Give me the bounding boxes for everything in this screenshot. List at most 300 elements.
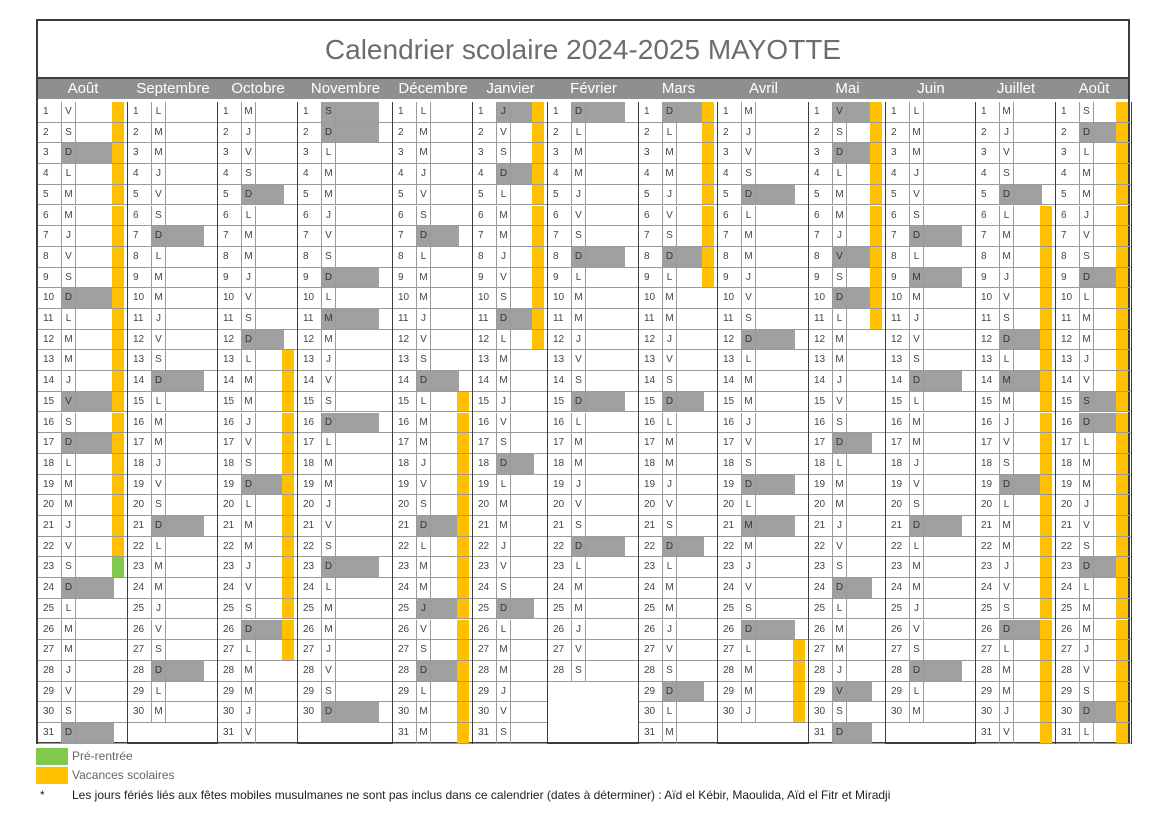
day-cell <box>1056 164 1131 185</box>
day-cell <box>1056 185 1131 206</box>
vacation-marker <box>112 454 124 474</box>
weekday-letter: V <box>242 433 256 453</box>
weekday-letter: L <box>663 557 677 577</box>
weekday-letter: D <box>1080 268 1094 288</box>
day-cell <box>639 164 717 185</box>
day-cell <box>298 620 392 641</box>
day-cell <box>886 475 975 496</box>
weekday-letter: M <box>663 723 677 743</box>
day-cell <box>473 371 547 392</box>
weekday-letter: M <box>1000 537 1014 557</box>
day-cell <box>393 206 472 227</box>
day-cell <box>886 309 975 330</box>
month-header: Mai <box>835 80 860 97</box>
month-column <box>298 102 393 744</box>
weekday-letter: S <box>742 309 756 329</box>
day-cell <box>976 288 1055 309</box>
weekday-letter: M <box>152 288 166 308</box>
day-number: 29 <box>976 682 1000 702</box>
day-cell <box>298 661 392 682</box>
day-number: 15 <box>548 392 572 412</box>
day-cell <box>809 495 885 516</box>
day-number: 2 <box>473 123 497 143</box>
day-number: 9 <box>473 268 497 288</box>
day-number: 3 <box>886 143 910 163</box>
day-number: 24 <box>718 578 742 598</box>
day-number: 29 <box>473 682 497 702</box>
day-cell <box>809 537 885 558</box>
day-cell <box>128 102 217 123</box>
day-number: 6 <box>976 206 1000 226</box>
weekday-letter: D <box>322 557 336 577</box>
day-number: 22 <box>218 537 242 557</box>
weekday-letter: V <box>1080 661 1094 681</box>
day-number: 21 <box>976 516 1000 536</box>
weekday-letter: L <box>1080 578 1094 598</box>
day-cell <box>809 102 885 123</box>
day-number: 11 <box>1056 309 1080 329</box>
day-cell <box>393 247 472 268</box>
vacation-marker <box>282 350 294 370</box>
non-working-day-fill <box>431 661 459 681</box>
weekday-letter: S <box>910 206 924 226</box>
weekday-letter: S <box>663 226 677 246</box>
day-number: 17 <box>1056 433 1080 453</box>
vacation-marker <box>702 164 714 184</box>
day-number: 8 <box>548 247 572 267</box>
weekday-letter: J <box>910 164 924 184</box>
day-number: 6 <box>639 206 663 226</box>
weekday-letter: D <box>152 516 166 536</box>
day-cell <box>38 413 127 434</box>
vacation-marker <box>1116 185 1128 205</box>
weekday-letter: M <box>833 640 847 660</box>
weekday-letter: L <box>62 454 76 474</box>
vacation-marker <box>112 164 124 184</box>
non-working-day-fill <box>336 309 379 329</box>
day-cell <box>976 143 1055 164</box>
day-number: 5 <box>718 185 742 205</box>
weekday-letter: V <box>322 226 336 246</box>
vacation-marker <box>282 599 294 619</box>
weekday-letter: L <box>242 495 256 515</box>
weekday-letter: M <box>497 640 511 660</box>
day-cell <box>393 454 472 475</box>
day-cell <box>298 164 392 185</box>
vacation-marker <box>1040 413 1052 433</box>
day-cell <box>809 661 885 682</box>
non-working-day-fill <box>924 226 962 246</box>
day-cell <box>548 475 638 496</box>
weekday-letter: S <box>572 226 586 246</box>
day-cell <box>639 702 717 723</box>
weekday-letter: M <box>1080 599 1094 619</box>
non-working-day-fill <box>847 247 872 267</box>
day-number: 22 <box>298 537 322 557</box>
weekday-letter: J <box>572 185 586 205</box>
day-number: 13 <box>298 350 322 370</box>
non-working-day-fill <box>166 516 204 536</box>
weekday-letter: S <box>910 495 924 515</box>
page-title: Calendrier scolaire 2024-2025 MAYOTTE <box>38 21 1128 79</box>
weekday-letter: S <box>322 682 336 702</box>
day-number: 1 <box>639 102 663 122</box>
day-cell <box>38 185 127 206</box>
weekday-letter: M <box>62 495 76 515</box>
day-cell <box>128 247 217 268</box>
day-number: 14 <box>976 371 1000 391</box>
day-cell <box>886 143 975 164</box>
day-number: 26 <box>393 620 417 640</box>
day-cell <box>548 247 638 268</box>
day-cell <box>128 557 217 578</box>
day-number: 30 <box>1056 702 1080 722</box>
day-number: 31 <box>38 723 62 743</box>
day-number: 30 <box>393 702 417 722</box>
weekday-letter: S <box>663 371 677 391</box>
day-number: 25 <box>886 599 910 619</box>
day-number: 17 <box>298 433 322 453</box>
weekday-letter: J <box>663 475 677 495</box>
day-cell <box>718 433 808 454</box>
day-number: 12 <box>473 330 497 350</box>
weekday-letter: L <box>242 640 256 660</box>
day-cell <box>809 309 885 330</box>
day-number: 17 <box>718 433 742 453</box>
weekday-letter: V <box>663 495 677 515</box>
vacation-marker <box>532 102 544 122</box>
weekday-letter: L <box>417 682 431 702</box>
day-cell <box>128 143 217 164</box>
vacation-marker <box>1040 309 1052 329</box>
day-number: 28 <box>886 661 910 681</box>
day-cell <box>718 599 808 620</box>
day-number: 12 <box>976 330 1000 350</box>
day-cell <box>298 247 392 268</box>
day-cell <box>473 350 547 371</box>
month-header: Novembre <box>310 80 381 97</box>
vacation-marker <box>1116 288 1128 308</box>
vacation-marker <box>1040 578 1052 598</box>
weekday-letter: J <box>910 599 924 619</box>
day-cell <box>976 537 1055 558</box>
day-number: 14 <box>639 371 663 391</box>
non-working-day-fill <box>1094 123 1118 143</box>
day-number: 7 <box>639 226 663 246</box>
day-cell <box>298 185 392 206</box>
day-cell <box>1056 537 1131 558</box>
month-column <box>718 102 809 744</box>
day-cell <box>639 516 717 537</box>
day-number: 14 <box>809 371 833 391</box>
vacation-marker <box>282 454 294 474</box>
day-cell <box>218 433 297 454</box>
vacation-marker <box>112 516 124 536</box>
day-cell <box>128 578 217 599</box>
day-cell <box>976 350 1055 371</box>
vacation-marker <box>457 599 469 619</box>
day-number: 29 <box>218 682 242 702</box>
day-cell <box>886 516 975 537</box>
day-cell <box>128 268 217 289</box>
weekday-letter: D <box>242 330 256 350</box>
day-number: 19 <box>548 475 572 495</box>
day-number: 18 <box>128 454 152 474</box>
day-number: 6 <box>218 206 242 226</box>
day-cell <box>218 620 297 641</box>
day-number: 31 <box>809 723 833 743</box>
day-number: 31 <box>1056 723 1080 743</box>
weekday-letter: M <box>572 599 586 619</box>
day-number: 20 <box>809 495 833 515</box>
non-working-day-fill <box>1014 185 1042 205</box>
day-number: 18 <box>393 454 417 474</box>
month-header: Janvier <box>486 80 535 97</box>
weekday-letter: D <box>910 371 924 391</box>
day-number: 3 <box>718 143 742 163</box>
weekday-letter: M <box>742 102 756 122</box>
day-cell <box>298 330 392 351</box>
day-cell <box>718 723 808 744</box>
day-number: 24 <box>128 578 152 598</box>
day-cell <box>38 268 127 289</box>
weekday-letter: J <box>1080 206 1094 226</box>
weekday-letter: J <box>1080 495 1094 515</box>
day-cell <box>548 330 638 351</box>
day-number: 29 <box>639 682 663 702</box>
day-cell <box>298 102 392 123</box>
day-number: 16 <box>718 413 742 433</box>
weekday-letter: D <box>910 661 924 681</box>
day-number: 10 <box>393 288 417 308</box>
vacation-marker <box>1116 413 1128 433</box>
day-cell <box>718 702 808 723</box>
weekday-letter: J <box>497 102 511 122</box>
day-cell <box>298 309 392 330</box>
vacation-marker <box>793 682 805 702</box>
vacation-marker <box>457 578 469 598</box>
weekday-letter: M <box>910 123 924 143</box>
weekday-letter: D <box>833 433 847 453</box>
calendar-grid <box>38 102 1128 744</box>
day-number: 27 <box>976 640 1000 660</box>
weekday-letter: V <box>833 247 847 267</box>
day-cell <box>1056 599 1131 620</box>
weekday-letter: D <box>152 371 166 391</box>
vacation-marker <box>112 537 124 557</box>
day-cell <box>128 640 217 661</box>
day-cell <box>976 578 1055 599</box>
day-cell <box>639 661 717 682</box>
month-column <box>976 102 1056 744</box>
day-number: 30 <box>128 702 152 722</box>
vacation-marker <box>1116 557 1128 577</box>
day-cell <box>393 557 472 578</box>
day-number: 23 <box>473 557 497 577</box>
day-cell <box>218 537 297 558</box>
day-number: 3 <box>393 143 417 163</box>
non-working-day-fill <box>924 516 962 536</box>
weekday-letter: M <box>242 392 256 412</box>
weekday-letter: L <box>152 392 166 412</box>
weekday-letter: D <box>242 620 256 640</box>
day-cell <box>393 516 472 537</box>
day-number: 20 <box>38 495 62 515</box>
weekday-letter: M <box>1000 516 1014 536</box>
non-working-day-fill <box>1014 620 1042 640</box>
weekday-letter: L <box>242 206 256 226</box>
day-cell <box>128 371 217 392</box>
day-cell <box>976 413 1055 434</box>
weekday-letter: J <box>833 226 847 246</box>
weekday-letter: M <box>910 578 924 598</box>
day-number: 3 <box>298 143 322 163</box>
day-number: 25 <box>298 599 322 619</box>
weekday-letter: S <box>742 599 756 619</box>
weekday-letter: M <box>152 557 166 577</box>
day-number: 15 <box>976 392 1000 412</box>
day-number: 27 <box>473 640 497 660</box>
weekday-letter: D <box>242 475 256 495</box>
prerentree-legend-swatch <box>36 748 68 765</box>
non-working-day-fill <box>1094 557 1118 577</box>
day-number: 1 <box>886 102 910 122</box>
day-number: 6 <box>473 206 497 226</box>
day-cell <box>1056 247 1131 268</box>
day-cell <box>886 268 975 289</box>
vacation-marker <box>282 413 294 433</box>
weekday-letter: M <box>1000 247 1014 267</box>
weekday-letter: J <box>742 557 756 577</box>
day-number: 30 <box>718 702 742 722</box>
day-number: 4 <box>298 164 322 184</box>
day-number: 27 <box>1056 640 1080 660</box>
day-number: 12 <box>218 330 242 350</box>
day-cell <box>393 620 472 641</box>
vacation-marker <box>112 433 124 453</box>
day-cell <box>886 350 975 371</box>
weekday-letter: L <box>242 350 256 370</box>
weekday-letter: D <box>1000 330 1014 350</box>
weekday-letter: S <box>322 392 336 412</box>
day-number: 26 <box>639 620 663 640</box>
day-number: 11 <box>473 309 497 329</box>
day-cell <box>128 682 217 703</box>
weekday-letter: M <box>322 309 336 329</box>
day-number: 14 <box>128 371 152 391</box>
day-cell <box>886 164 975 185</box>
day-cell <box>809 723 885 744</box>
day-cell <box>38 702 127 723</box>
non-working-day-fill <box>1014 371 1042 391</box>
day-number: 30 <box>976 702 1000 722</box>
day-cell <box>1056 578 1131 599</box>
day-number: 1 <box>718 102 742 122</box>
day-cell <box>1056 268 1131 289</box>
day-number: 21 <box>809 516 833 536</box>
day-cell <box>809 640 885 661</box>
day-number: 19 <box>128 475 152 495</box>
day-number: 21 <box>1056 516 1080 536</box>
day-cell <box>1056 206 1131 227</box>
day-number: 31 <box>218 723 242 743</box>
weekday-letter: D <box>322 268 336 288</box>
vacation-marker <box>870 123 882 143</box>
day-number: 29 <box>886 682 910 702</box>
vacation-marker <box>112 371 124 391</box>
weekday-letter: M <box>1080 309 1094 329</box>
day-number: 23 <box>1056 557 1080 577</box>
vacation-marker <box>1116 620 1128 640</box>
weekday-letter: L <box>152 102 166 122</box>
day-number: 29 <box>298 682 322 702</box>
day-cell <box>548 350 638 371</box>
day-number: 28 <box>809 661 833 681</box>
weekday-letter: D <box>497 599 511 619</box>
weekday-letter: J <box>242 268 256 288</box>
weekday-letter: M <box>1000 661 1014 681</box>
weekday-letter: S <box>62 702 76 722</box>
day-number: 15 <box>128 392 152 412</box>
day-cell <box>1056 102 1131 123</box>
weekday-letter: S <box>497 433 511 453</box>
day-cell <box>548 723 638 744</box>
weekday-letter: D <box>572 537 586 557</box>
non-working-day-fill <box>1014 475 1042 495</box>
weekday-letter: S <box>1080 102 1094 122</box>
weekday-letter: J <box>1000 123 1014 143</box>
day-cell <box>38 640 127 661</box>
month-column <box>393 102 473 744</box>
day-number: 26 <box>473 620 497 640</box>
weekday-letter: S <box>1000 599 1014 619</box>
day-cell <box>548 620 638 641</box>
day-number: 5 <box>38 185 62 205</box>
day-number: 4 <box>218 164 242 184</box>
day-number: 3 <box>639 143 663 163</box>
weekday-letter: S <box>833 268 847 288</box>
day-number: 22 <box>976 537 1000 557</box>
weekday-letter: L <box>497 475 511 495</box>
day-number: 15 <box>718 392 742 412</box>
day-cell <box>639 578 717 599</box>
weekday-letter: M <box>152 702 166 722</box>
weekday-letter: D <box>322 702 336 722</box>
non-working-day-fill <box>847 578 872 598</box>
day-number: 17 <box>886 433 910 453</box>
day-cell <box>393 143 472 164</box>
vacation-marker <box>112 413 124 433</box>
weekday-letter: S <box>62 557 76 577</box>
weekday-letter: J <box>242 413 256 433</box>
day-cell <box>38 599 127 620</box>
day-number: 5 <box>886 185 910 205</box>
weekday-letter: V <box>1000 288 1014 308</box>
day-number: 10 <box>473 288 497 308</box>
weekday-letter: S <box>572 371 586 391</box>
non-working-day-fill <box>431 226 459 246</box>
day-number: 28 <box>128 661 152 681</box>
day-cell <box>298 288 392 309</box>
day-cell <box>718 371 808 392</box>
non-working-day-fill <box>76 433 114 453</box>
weekday-letter: M <box>742 247 756 267</box>
vacation-marker <box>1040 723 1052 743</box>
weekday-letter: V <box>572 495 586 515</box>
day-number: 20 <box>128 495 152 515</box>
day-number: 20 <box>718 495 742 515</box>
day-cell <box>886 661 975 682</box>
